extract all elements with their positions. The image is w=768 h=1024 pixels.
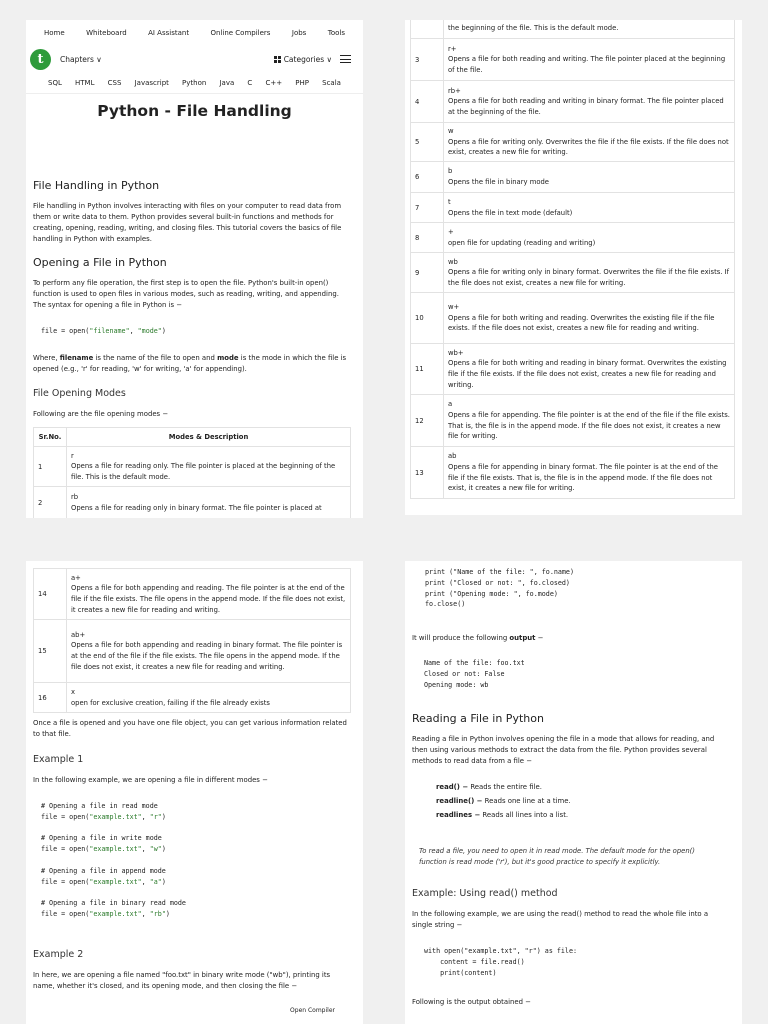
table-row: 16 x open for exclusive creation, failing if the file already exists — [34, 683, 351, 713]
site-logo-icon[interactable]: t — [30, 49, 51, 70]
table-row: 14 a+ Opens a file for both appending and reading. The file pointer is at the end of the file if the file exists. The file opens in the append mode. If the file does not exist, it creates a new file for reading and writing. — [34, 569, 351, 620]
example2-text: In here, we are opening a file named "foo.txt" in binary write mode ("wb"), printing its name, whether it's closed, and its opening mode, and then closing the file − — [33, 971, 331, 990]
after-modes-text: Once a file is opened and you have one file object, you can get various information related to that file. — [33, 719, 347, 738]
where-text: Where, filename is the name of the file to open and mode is the mode in which the file is opened (e.g., 'r' for reading, 'w' for writing, 'a' for appending). — [33, 354, 347, 373]
modes-table-cont2 — [33, 568, 351, 713]
table-row: 3 r+ Opens a file for both reading and writing. The file pointer placed at the beginning of the file. — [411, 39, 735, 81]
modes-table — [33, 427, 351, 518]
page-panel-1 — [26, 20, 363, 518]
table-header-row — [34, 428, 351, 447]
list-item: readline() − Reads one line at a time. — [436, 797, 571, 805]
table-row: 11 wb+ Opens a file for both writing and reading in binary format. Overwrites the existing file if the file exists. If the file does not exist, creates a new file for reading and writing. — [411, 344, 735, 395]
grid-icon — [274, 56, 281, 63]
output-intro: It will produce the following output − — [412, 634, 544, 642]
modes-heading: File Opening Modes — [33, 388, 126, 399]
table-row: 8 + open file for updating (reading and writing) — [411, 223, 735, 253]
read-example-text: In the following example, we are using the read() method to read the whole file into a single string − — [412, 910, 709, 929]
lang-cpp[interactable]: C++ — [265, 78, 283, 87]
table-row: 12 a Opens a file for appending. The file pointer is at the end of the file if the file exists. That is, the file is in the append mode. If the file does not exist, it creates a new file for writing. — [411, 395, 735, 447]
table-row: 10 w+ Opens a file for both writing and reading. Overwrites the existing file if the file exists. If the file does not exist, creates a new file for reading and writing. — [411, 293, 735, 344]
table-row: 4 rb+ Opens a file for both reading and writing in binary format. The file pointer placed at the beginning of the file. — [411, 81, 735, 123]
page-panel-2 — [405, 20, 742, 515]
table-row: 9 wb Opens a file for writing only in binary format. Overwrites the file if the file exists. If the file does not exist, creates a new file for writing. — [411, 253, 735, 293]
nav-ai-assistant[interactable]: AI Assistant — [148, 29, 190, 37]
table-row: 15 ab+ Opens a file for both appending and reading in binary format. The file pointer is at the end of the file if the file exists. The file opens in the append mode. If the file does not exist, it creates a new file for reading and writing. — [34, 620, 351, 683]
nav-tools[interactable]: Tools — [327, 29, 345, 37]
reading-heading: Reading a File in Python — [412, 712, 544, 725]
nav-whiteboard[interactable]: Whiteboard — [86, 29, 127, 37]
nav-jobs[interactable]: Jobs — [291, 29, 307, 37]
top-nav — [26, 20, 363, 46]
lang-java[interactable]: Java — [219, 78, 235, 87]
nav-online-compilers[interactable]: Online Compilers — [210, 29, 271, 37]
table-row: 7 t Opens the file in text mode (default) — [411, 193, 735, 223]
example2-heading: Example 2 — [33, 949, 84, 960]
open-syntax-code: file = open("filename", "mode") — [41, 327, 166, 335]
lang-sql[interactable]: SQL — [48, 78, 62, 87]
intro-heading: File Handling in Python — [33, 179, 160, 192]
lang-html[interactable]: HTML — [75, 78, 95, 87]
opening-text: To perform any file operation, the first step is to open the file. Python's built-in open() function is used to open files in various modes, such as reading, writing, and appending. The syntax for opening a file in Python is − — [33, 279, 339, 309]
read-example-heading: Example: Using read() method — [412, 888, 558, 899]
logo-bar — [26, 46, 363, 72]
opening-heading: Opening a File in Python — [33, 256, 167, 269]
open-compiler-link[interactable]: Open Compiler — [290, 1007, 335, 1014]
reading-note: To read a file, you need to open it in read mode. The default mode for the open() function is read mode ('r'), but it's good practice to specify it explicitly. — [419, 847, 695, 866]
table-row: 5 w Opens a file for writing only. Overwrites the file if the file exists. If the file does not exist, creates a new file for writing. — [411, 123, 735, 162]
lang-php[interactable]: PHP — [295, 78, 309, 87]
chapters-dropdown[interactable]: Chapters ∨ — [60, 54, 102, 64]
lang-javascript[interactable]: Javascript — [134, 78, 169, 87]
page-panel-3 — [26, 561, 363, 1024]
page-panel-4 — [405, 561, 742, 1024]
example2-code: print ("Name of the file: ", fo.name) print ("Closed or not: ", fo.closed) print ("Opening mode: ", fo.mode) fo.close() — [425, 568, 574, 609]
read-methods-list — [436, 783, 571, 825]
lang-python[interactable]: Python — [182, 78, 207, 87]
page-title: Python - File Handling — [97, 102, 292, 120]
table-row: 13 ab Opens a file for appending in binary format. The file pointer is at the end of the file if the file exists. That is, the file is in the append mode. If the file does not exist, it creates a new file for writing. — [411, 447, 735, 499]
col-srno: Sr.No. — [34, 428, 67, 447]
reading-text: Reading a file in Python involves opening the file in a mode that allows for reading, and then using various methods to extract the data from the file. Python provides several methods to read data from a file − — [412, 735, 715, 765]
col-modes: Modes & Description — [67, 428, 351, 447]
lang-c[interactable]: C — [247, 78, 253, 87]
read-example-after: Following is the output obtained − — [412, 998, 531, 1006]
example2-output: Name of the file: foo.txt Closed or not: False Opening mode: wb — [424, 659, 525, 689]
modes-table-cont — [410, 20, 735, 499]
table-row: the beginning of the file. This is the default mode. — [411, 20, 735, 39]
table-row: 2 rb Opens a file for reading only in binary format. The file pointer is placed at — [34, 487, 351, 519]
categories-label: Categories ∨ — [283, 54, 332, 64]
example1-code: # Opening a file in read mode file = open("example.txt", "r") # Opening a file in write mode file = open("example.txt", "w") # Opening a file in append mode file = open("example.txt", "a") # Opening a file in binary read mode file = open("example.txt", "rb") — [41, 802, 186, 918]
lang-css[interactable]: CSS — [107, 78, 122, 87]
hamburger-menu-icon[interactable] — [340, 55, 351, 63]
lang-scala[interactable]: Scala — [322, 78, 341, 87]
example1-text: In the following example, we are opening a file in different modes − — [33, 776, 268, 784]
modes-intro: Following are the file opening modes − — [33, 410, 169, 418]
read-example-code: with open("example.txt", "r") as file: content = file.read() print(content) — [424, 947, 577, 977]
language-bar — [26, 72, 363, 94]
table-row: 6 b Opens the file in binary mode — [411, 162, 735, 193]
nav-home[interactable]: Home — [44, 29, 65, 37]
intro-text: File handling in Python involves interacting with files on your computer to read data from them or write data to them. Python provides several built-in functions and methods for creating, opening, reading, writing, and closing files. This tutorial covers the basics of file handling in Python with examples. — [33, 202, 342, 243]
list-item: readlines − Reads all lines into a list. — [436, 811, 569, 819]
categories-dropdown[interactable] — [274, 55, 332, 64]
table-row: 1 r Opens a file for reading only. The file pointer is placed at the beginning of the file. This is the default mode. — [34, 447, 351, 487]
list-item: read() − Reads the entire file. — [436, 783, 542, 791]
example1-heading: Example 1 — [33, 754, 84, 765]
